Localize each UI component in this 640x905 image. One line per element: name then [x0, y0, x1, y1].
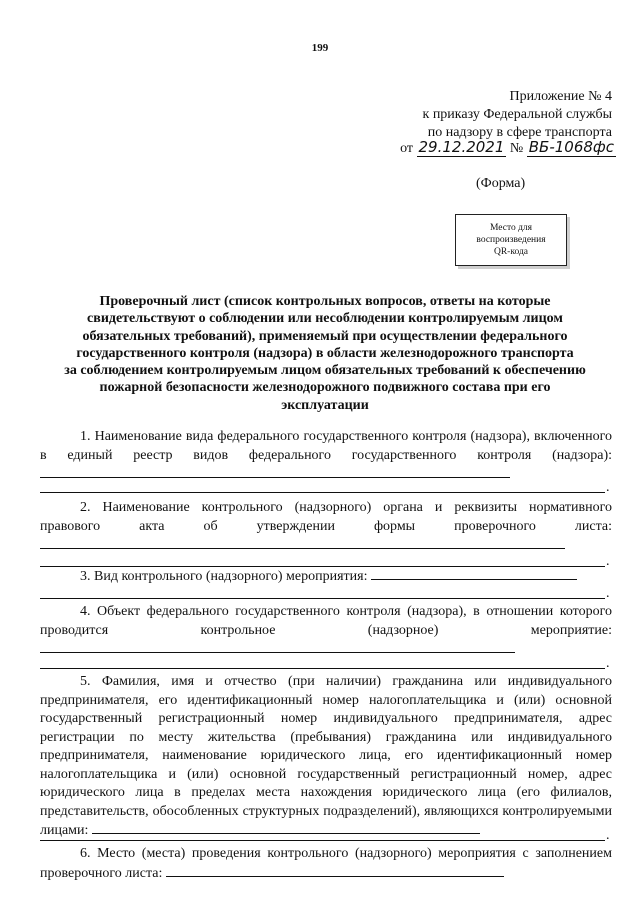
title-line-5: за соблюдением контролируемым лицом обязательных требований к обеспечению — [64, 363, 586, 379]
form-item-3 — [40, 567, 612, 587]
page-number: 199 — [311, 42, 329, 54]
appendix-line-3: по надзору в сфере транспорта — [427, 125, 612, 140]
title-line-3: обязательных требований), применяемый при осуществлении федерального — [82, 328, 568, 344]
form-item-5 — [40, 673, 612, 841]
date-prefix: от — [400, 141, 413, 156]
period-mark: . — [606, 480, 610, 495]
form-item-4-extra-line[interactable] — [40, 668, 605, 669]
document-title — [40, 293, 610, 414]
form-item-2-field[interactable] — [40, 536, 565, 549]
form-item-4-field[interactable] — [40, 640, 515, 653]
form-item-5-text: 5. Фамилия, имя и отчество (при наличии) гражданина или индивидуального предпринимателя, его идентификационный номер налогоплательщика и (или) основной государственный регистрационный номер индивидуального предпринимателя, адрес регистрации по месту жительства (пребывания) гражданина или индивидуального предпринимателя, наименование юридического лица, его идентификационный номер налогоплательщика и (или) основной государственный регистрационный номер, адрес юридического лица в пределах места нахождения юридического лица (его филиалов, представительств, обособленных структурных подразделений), являющихся контролируемыми лицами: — [40, 674, 612, 838]
form-item-3-extra-line[interactable] — [40, 598, 605, 599]
qr-line-1: Место для — [489, 223, 533, 233]
appendix-line-2: к приказу Федеральной службы — [422, 107, 612, 122]
period-mark: . — [606, 828, 610, 843]
order-date-number — [400, 138, 616, 157]
form-item-1-extra-line[interactable] — [40, 492, 605, 493]
period-mark: . — [606, 586, 610, 601]
qr-line-3: QR-кода — [493, 247, 529, 257]
period-mark: . — [606, 554, 610, 569]
form-item-6-text: 6. Место (места) проведения контрольного (надзорного) мероприятия с заполнением проверочного листа: — [40, 846, 612, 881]
title-line-2: свидетельствуют о соблюдении или несоблюдении контролируемым лицом — [87, 311, 563, 327]
form-item-2-text: 2. Наименование контрольного (надзорного) органа и реквизиты нормативного правового акта об утверждении формы проверочного листа: — [40, 500, 612, 534]
form-item-1-text: 1. Наименование вида федерального государственного контроля (надзора), включенного в единый реестр видов федерального государственного контроля (надзора): — [40, 429, 612, 463]
title-line-6: пожарной безопасности железнодорожного подвижного состава при его — [99, 380, 551, 396]
form-item-4 — [40, 603, 612, 660]
form-item-3-field[interactable] — [371, 567, 577, 580]
qr-code-placeholder — [455, 214, 567, 266]
appendix-line-1: Приложение № 4 — [509, 89, 612, 104]
order-date: 29.12.2021 — [418, 138, 505, 156]
order-number: ВБ-1068фс — [528, 138, 614, 156]
form-item-5-extra-line[interactable] — [40, 840, 605, 841]
title-line-1: Проверочный лист (список контрольных вопросов, ответы на которые — [99, 294, 551, 309]
form-item-4-text: 4. Объект федерального государственного контроля (надзора), в отношении которого проводится контрольное (надзорное) мероприятие: — [40, 604, 612, 638]
appendix-header — [423, 88, 612, 142]
title-line-4: государственного контроля (надзора) в области железнодорожного транспорта — [76, 345, 574, 361]
form-item-6 — [40, 845, 612, 883]
number-prefix: № — [509, 141, 524, 156]
form-item-6-field[interactable] — [166, 864, 504, 877]
form-item-1-field[interactable] — [40, 465, 510, 478]
form-item-3-text: 3. Вид контрольного (надзорного) мероприятия: — [80, 569, 368, 584]
qr-line-2: воспроизведения — [476, 235, 546, 245]
period-mark: . — [606, 656, 610, 671]
form-item-1 — [40, 428, 612, 485]
form-item-2 — [40, 499, 612, 556]
form-label: (Форма) — [476, 176, 526, 191]
form-item-5-field[interactable] — [92, 821, 480, 834]
title-line-7: эксплуатации — [281, 397, 369, 413]
